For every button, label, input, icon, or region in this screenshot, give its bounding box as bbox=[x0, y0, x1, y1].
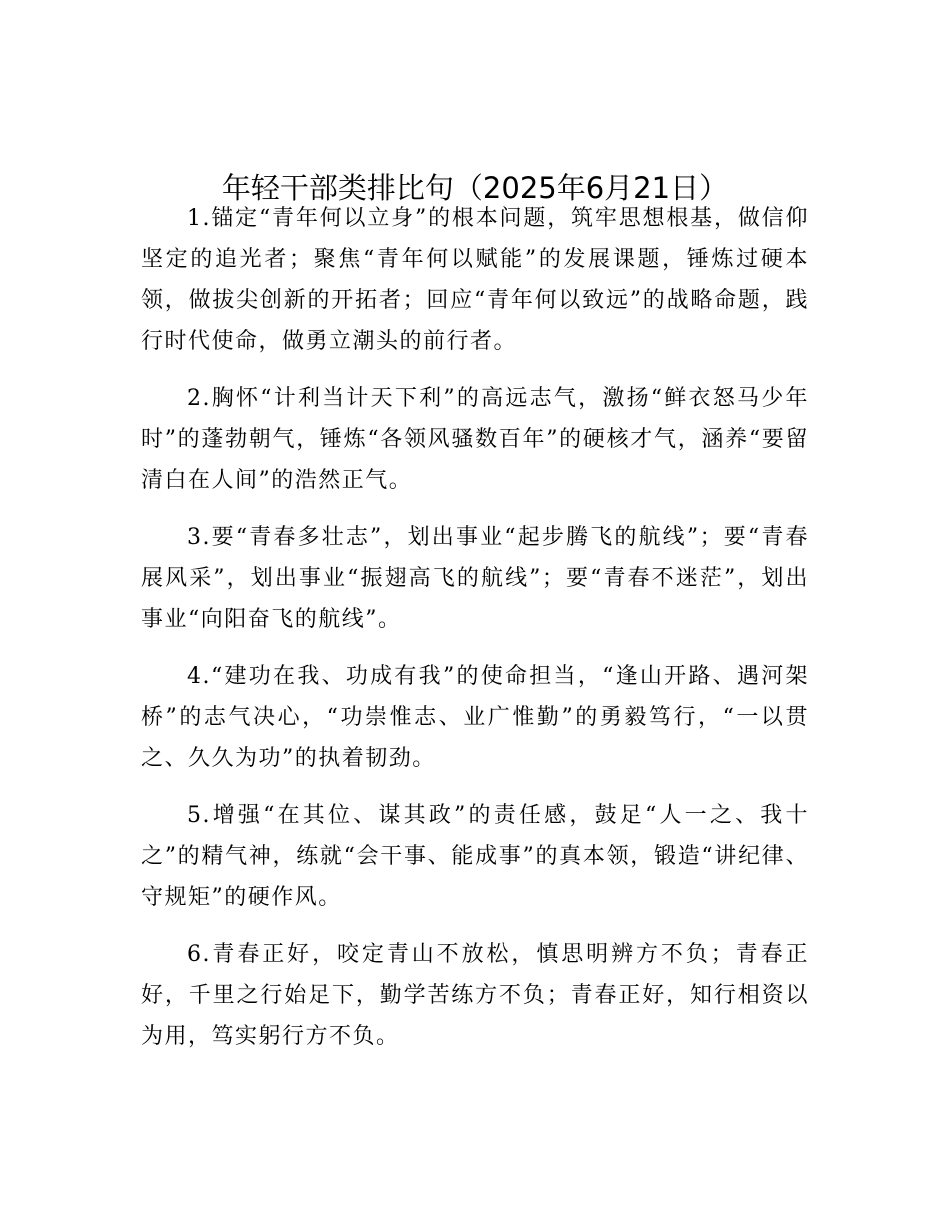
paragraph-6: 6.青春正好，咬定青山不放松，慎思明辨方不负；青春正好，千里之行始足下，勤学苦练方不负；青春正好，知行相资以为用，笃实躬行方不负。 bbox=[141, 942, 809, 1049]
document-title: 年轻干部类排比句（2025年6月21日） bbox=[221, 171, 729, 205]
paragraph-3: 3.要“青春多壮志”，划出事业“起步腾飞的航线”；要“青春展风采”，划出事业“振翅高飞的航线”；要“青春不迷茫”，划出事业“向阳奋飞的航线”。 bbox=[141, 525, 809, 632]
paragraph-1: 1.锚定“青年何以立身”的根本问题，筑牢思想根基，做信仰坚定的追光者；聚焦“青年何以赋能”的发展课题，锤炼过硬本领，做拔尖创新的开拓者；回应“青年何以致远”的战略命题，践行时代使命，做勇立潮头的前行者。 bbox=[141, 206, 809, 354]
paragraph-5: 5.增强“在其位、谋其政”的责任感，鼓足“人一之、我十之”的精气神，练就“会干事、能成事”的真本领，锻造“讲纪律、守规矩”的硬作风。 bbox=[141, 803, 809, 910]
document-body bbox=[141, 198, 809, 1073]
paragraph-4: 4.“建功在我、功成有我”的使命担当，“逢山开路、遇河架桥”的志气决心，“功崇惟志、业广惟勤”的勇毅笃行，“一以贯之、久久为功”的执着韧劲。 bbox=[141, 664, 809, 771]
paragraph-2: 2.胸怀“计利当计天下利”的高远志气，激扬“鲜衣怒马少年时”的蓬勃朝气，锤炼“各领风骚数百年”的硬核才气，涵养“要留清白在人间”的浩然正气。 bbox=[141, 386, 809, 493]
